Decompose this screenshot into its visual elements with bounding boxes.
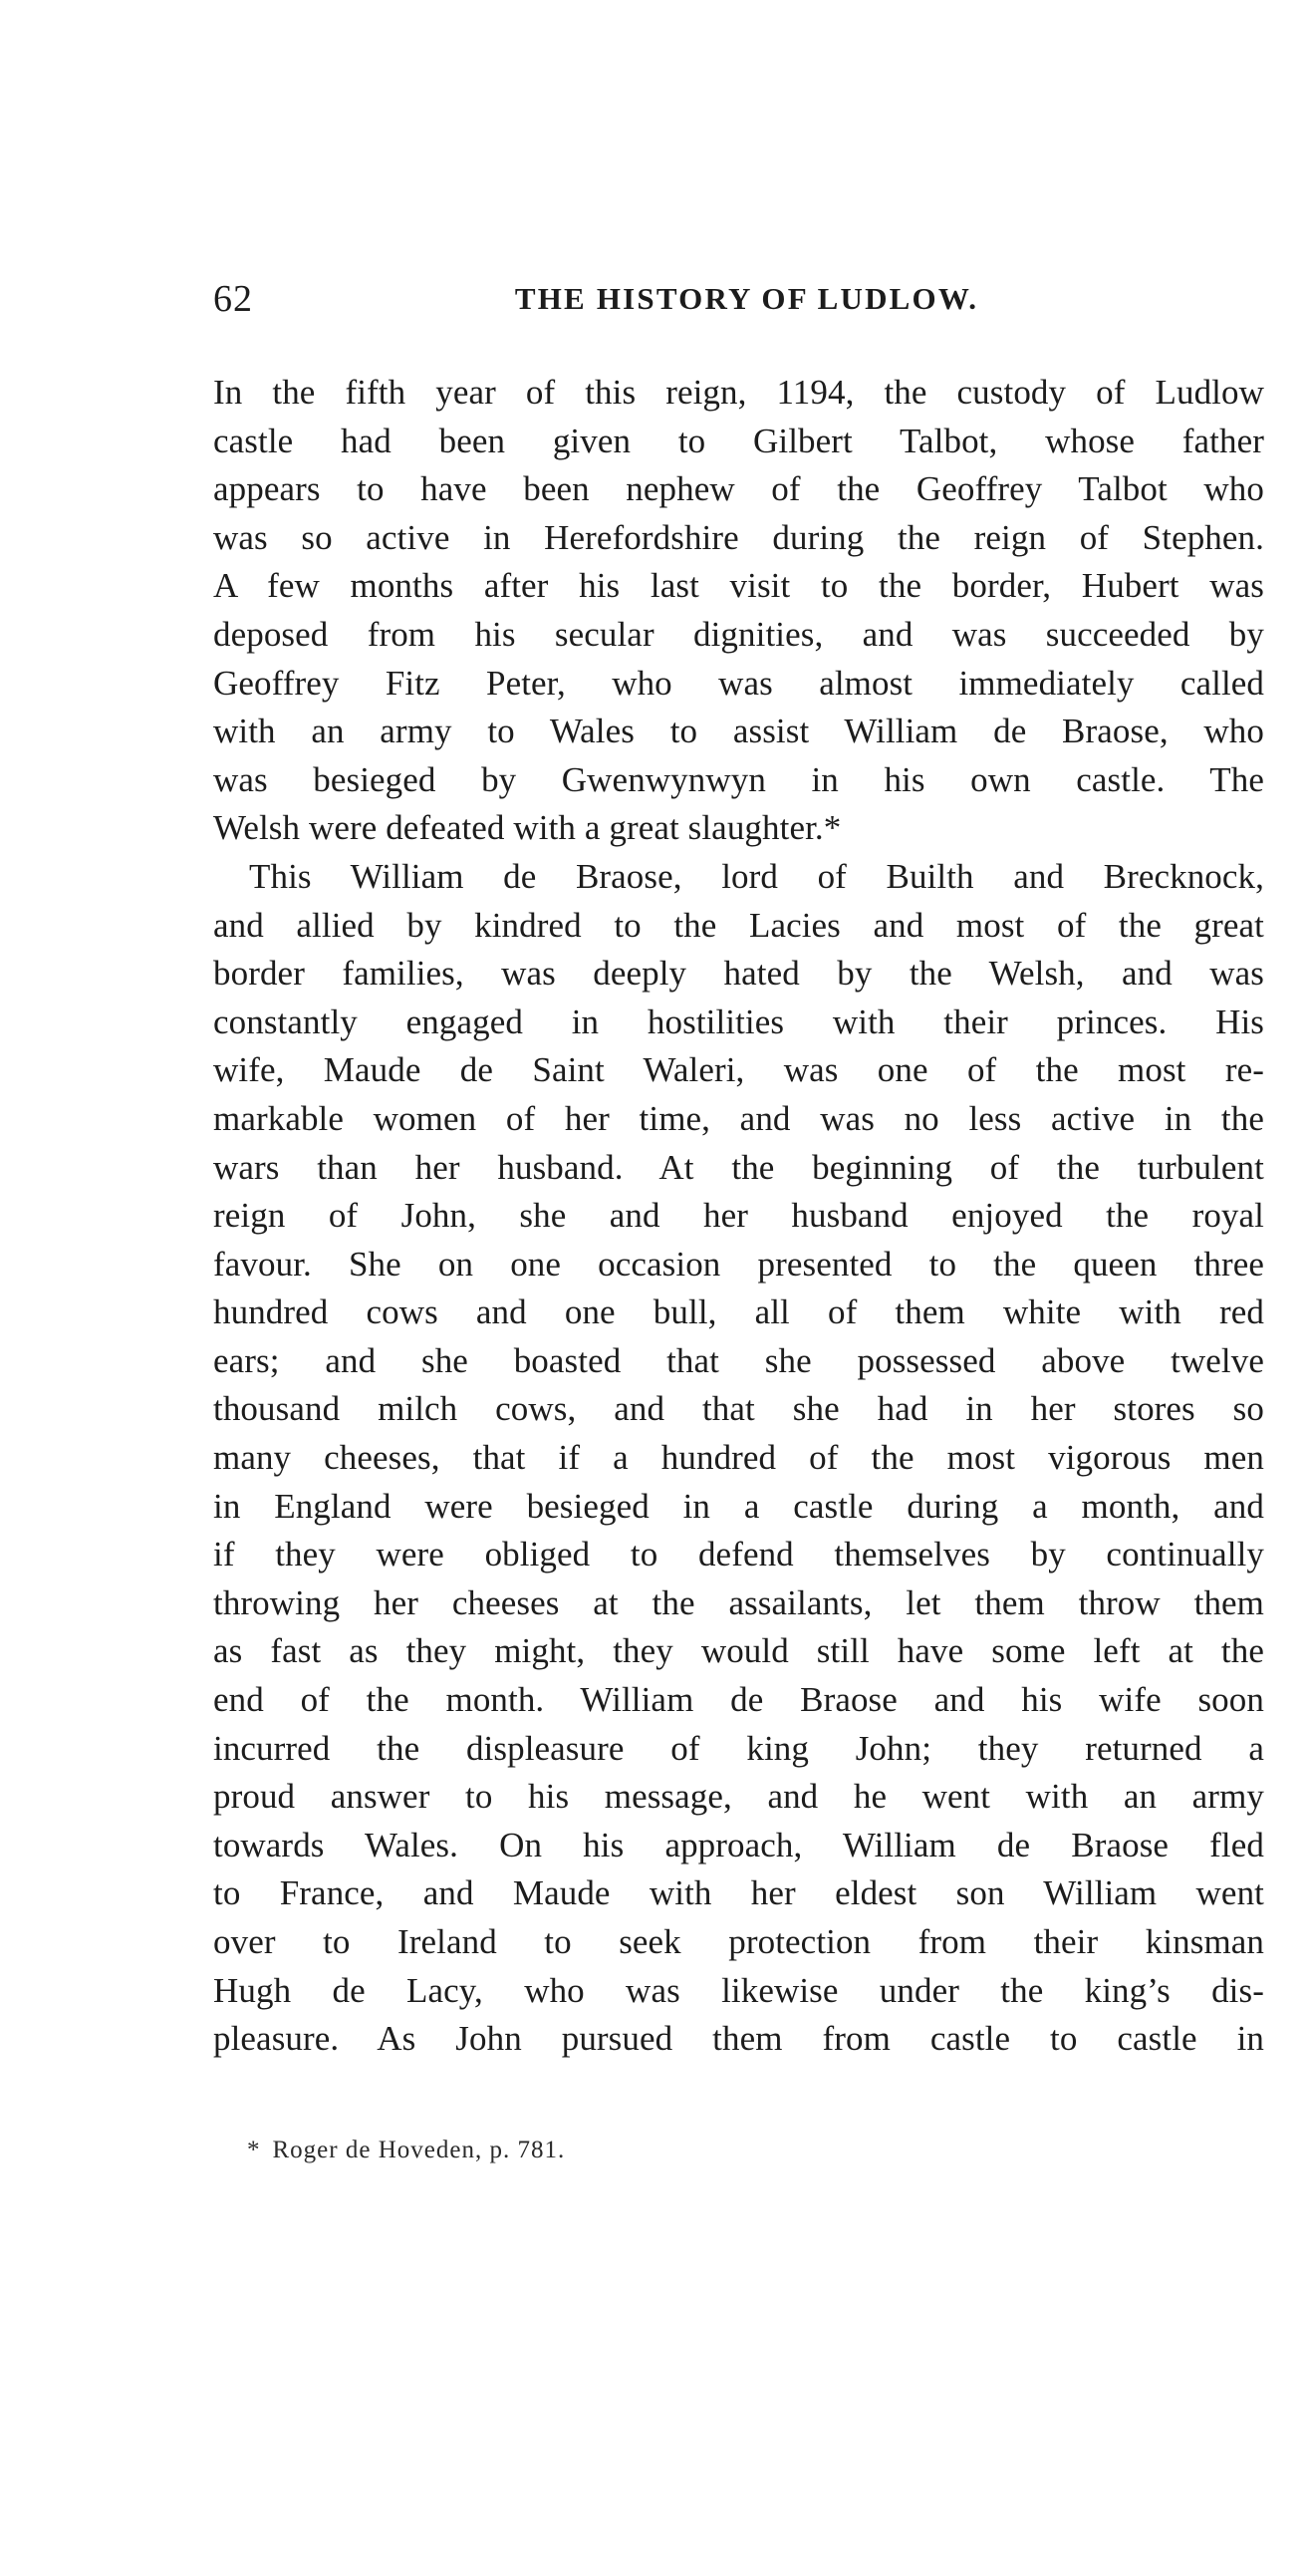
text-line: wife, Maude de Saint Waleri, was one of the most re- <box>213 1050 1264 1090</box>
text-line: Hugh de Lacy, who was likewise under the king’s dis- <box>213 1970 1264 2010</box>
text-line: castle had been given to Gilbert Talbot, whose father <box>213 421 1264 460</box>
text-line: in England were besieged in a castle during a month, and <box>213 1486 1264 1526</box>
page-number: 62 <box>213 278 253 320</box>
text-line: over to Ireland to seek protection from their kinsman <box>213 1922 1264 1961</box>
text-line: if they were obliged to defend themselves by continually <box>213 1535 1264 1574</box>
text-line: was so active in Herefordshire during the reign of Stephen. <box>213 517 1264 557</box>
text-line: was besieged by Gwenwynwyn in his own castle. The <box>213 759 1264 799</box>
text-line: appears to have been nephew of the Geoffrey Talbot who <box>213 469 1264 509</box>
text-line: to France, and Maude with her eldest son William went <box>213 1873 1264 1913</box>
text-line: wars than her husband. At the beginning of the turbulent <box>213 1147 1264 1187</box>
text-line: throwing her cheeses at the assailants, let them throw them <box>213 1582 1264 1622</box>
running-title: THE HISTORY OF LUDLOW. <box>514 281 979 316</box>
text-line: In the fifth year of this reign, 1194, the custody of Ludlow <box>213 373 1264 412</box>
text-line: reign of John, she and her husband enjoyed the royal <box>213 1196 1264 1236</box>
text-line: as fast as they might, they would still have some left at the <box>213 1631 1264 1671</box>
text-line: Welsh were defeated with a great slaughter.* <box>213 808 842 848</box>
text-line: constantly engaged in hostilities with their princes. His <box>213 1002 1264 1041</box>
text-line: with an army to Wales to assist William de Braose, who <box>213 712 1264 751</box>
body-text <box>213 369 1264 2064</box>
text-line: This William de Braose, lord of Builth and Brecknock, <box>249 856 1264 896</box>
text-line: favour. She on one occasion presented to the queen three <box>213 1244 1264 1284</box>
text-line: thousand milch cows, and that she had in her stores so <box>213 1389 1264 1429</box>
text-line: pleasure. As John pursued them from castle to castle in <box>213 2019 1264 2059</box>
text-line: markable women of her time, and was no less active in the <box>213 1098 1264 1138</box>
page-header <box>213 277 1264 327</box>
footnote-mark: * <box>247 2137 261 2163</box>
footnote <box>247 2137 565 2164</box>
text-line: many cheeses, that if a hundred of the most vigorous men <box>213 1438 1264 1478</box>
text-line: Geoffrey Fitz Peter, who was almost immediately called <box>213 663 1264 703</box>
text-line: ears; and she boasted that she possessed above twelve <box>213 1340 1264 1380</box>
text-line: towards Wales. On his approach, William de Braose fled <box>213 1825 1264 1864</box>
text-line: deposed from his secular dignities, and was succeeded by <box>213 614 1264 654</box>
text-line: and allied by kindred to the Lacies and most of the great <box>213 905 1264 945</box>
text-line: border families, was deeply hated by the Welsh, and was <box>213 954 1264 994</box>
text-line: incurred the displeasure of king John; they returned a <box>213 1728 1264 1768</box>
text-line: end of the month. William de Braose and his wife soon <box>213 1680 1264 1720</box>
footnote-text: Roger de Hoveden, p. 781. <box>272 2137 566 2163</box>
text-line: proud answer to his message, and he went with an army <box>213 1777 1264 1817</box>
text-line: A few months after his last visit to the border, Hubert was <box>213 566 1264 606</box>
text-line: hundred cows and one bull, all of them white with red <box>213 1292 1264 1332</box>
